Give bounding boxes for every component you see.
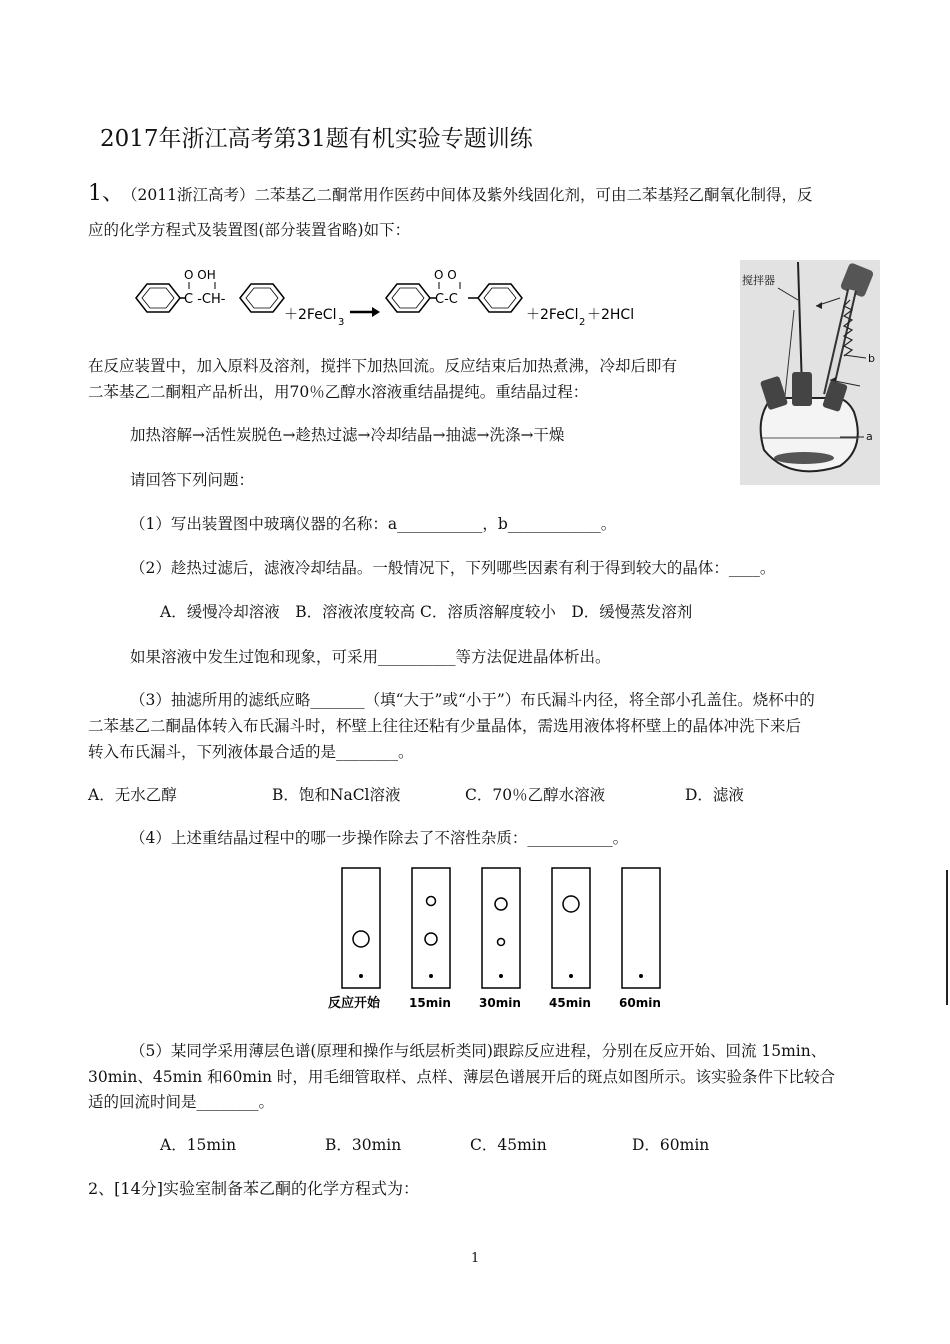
q1-intro-line2: 应的化学方程式及装置图(部分装置省略)如下： (88, 221, 411, 239)
page-title: 2017年浙江高考第31题有机实验专题训练 (100, 126, 533, 152)
reactant-bonds: C -CH- (184, 292, 226, 307)
tlc-label-30min: 30min (479, 996, 521, 1010)
fecl2-subscript: 2 (579, 317, 586, 328)
q1-sub3-option-b: B．饱和NaCl溶液 (272, 786, 401, 804)
apparatus-figure (740, 260, 880, 485)
q1-sub4: （4）上述重结晶过程中的哪一步操作除去了不溶性杂质：___________。 (130, 829, 629, 847)
page-number: 1 (471, 1251, 480, 1266)
question-2-line: 2、[14分]实验室制备苯乙酮的化学方程式为： (88, 1179, 420, 1198)
q1-sub3-line1: （3）抽滤所用的滤纸应略_______（填“大于”或“小于”）布氏漏斗内径，将全部小孔盖住。烧杯中的 (130, 691, 815, 709)
tlc-plate-start (342, 868, 380, 988)
q1-sub3-line2: 二苯基乙二酮晶体转入布氏漏斗时，杯壁上往往还粘有少量晶体，需选用液体将杯壁上的晶体冲洗下来后 (88, 717, 802, 735)
q1-sub5-line2: 30min、45min 和60min 时，用毛细管取样、点样、薄层色谱展开后的斑点如图所示。该实验条件下比较合 (88, 1068, 835, 1086)
product-hcl: ＋2HCl (587, 307, 635, 323)
q1-para-line2: 二苯基乙二酮粗产品析出，用70％乙醇水溶液重结晶提纯。重结晶过程： (88, 383, 589, 401)
recrystallization-process: 加热溶解→活性炭脱色→趁热过滤→冷却结晶→抽滤→洗涤→干燥 (130, 426, 565, 444)
product-fecl2: ＋2FeCl (526, 307, 579, 323)
q1-sub2-options: A．缓慢冷却溶液 B．溶液浓度较高 C．溶质溶解度较小 D．缓慢蒸发溶剂 (160, 603, 693, 621)
tlc-label-15min: 15min (409, 996, 451, 1010)
q1-sub5-line1: （5）某同学采用薄层色谱(原理和操作与纸层析类同)跟踪反应进程，分别在反应开始、回流 15min、 (130, 1042, 827, 1060)
q1-sub5-option-d: D．60min (632, 1136, 710, 1154)
q1-sub5-option-b: B．30min (325, 1136, 402, 1154)
question-1-number: 1、 (88, 181, 124, 206)
q1-prompt: 请回答下列问题： (130, 471, 255, 489)
tlc-label-60min: 60min (619, 996, 661, 1010)
q1-sub2-extra: 如果溶液中发生过饱和现象，可采用__________等方法促进晶体析出。 (130, 648, 611, 666)
q1-para-line1: 在反应装置中，加入原料及溶剂，搅拌下加热回流。反应结束后加热煮沸，冷却后即有 (88, 357, 678, 375)
label-a: a (866, 430, 873, 443)
reagent-fecl3: ＋2FeCl (284, 307, 337, 323)
tlc-plate-60min (622, 868, 660, 988)
label-stirrer: 搅拌器 (742, 274, 775, 287)
q1-sub5-option-a: A．15min (160, 1136, 237, 1154)
q1-sub2: （2）趁热过滤后，滤液冷却结晶。一般情况下，下列哪些因素有利于得到较大的晶体：____。 (130, 559, 776, 577)
tlc-label-start: 反应开始 (328, 996, 381, 1011)
tlc-label-45min: 45min (549, 996, 591, 1010)
page-edge-line (946, 870, 948, 1005)
q1-sub3-line3: 转入布氏漏斗，下列液体最合适的是________。 (88, 743, 414, 761)
product-bonds: C-C (435, 292, 458, 307)
fecl3-subscript: 3 (338, 317, 345, 328)
q1-sub3-option-d: D．滤液 (685, 786, 744, 804)
product-top-labels: O O (434, 268, 457, 282)
reaction-equation (128, 262, 728, 342)
q1-sub5-option-c: C．45min (470, 1136, 547, 1154)
reactant-top-labels: O OH (184, 268, 216, 282)
q1-sub1: （1）写出装置图中玻璃仪器的名称：a___________，b____________。 (130, 515, 617, 533)
tlc-plate-45min (552, 868, 590, 988)
q1-sub3-option-a: A．无水乙醇 (88, 786, 177, 804)
q1-sub3-option-c: C．70％乙醇水溶液 (465, 786, 606, 804)
tlc-plate-30min (482, 868, 520, 988)
q1-intro-line1: （2011浙江高考）二苯基乙二酮常用作医药中间体及紫外线固化剂，可由二苯基羟乙酮氧化制得，反 (122, 186, 813, 204)
label-b: b (868, 352, 875, 365)
q1-sub5-line3: 适的回流时间是________。 (88, 1093, 275, 1111)
tlc-plate-15min (412, 868, 450, 988)
tlc-figure (328, 864, 668, 1014)
